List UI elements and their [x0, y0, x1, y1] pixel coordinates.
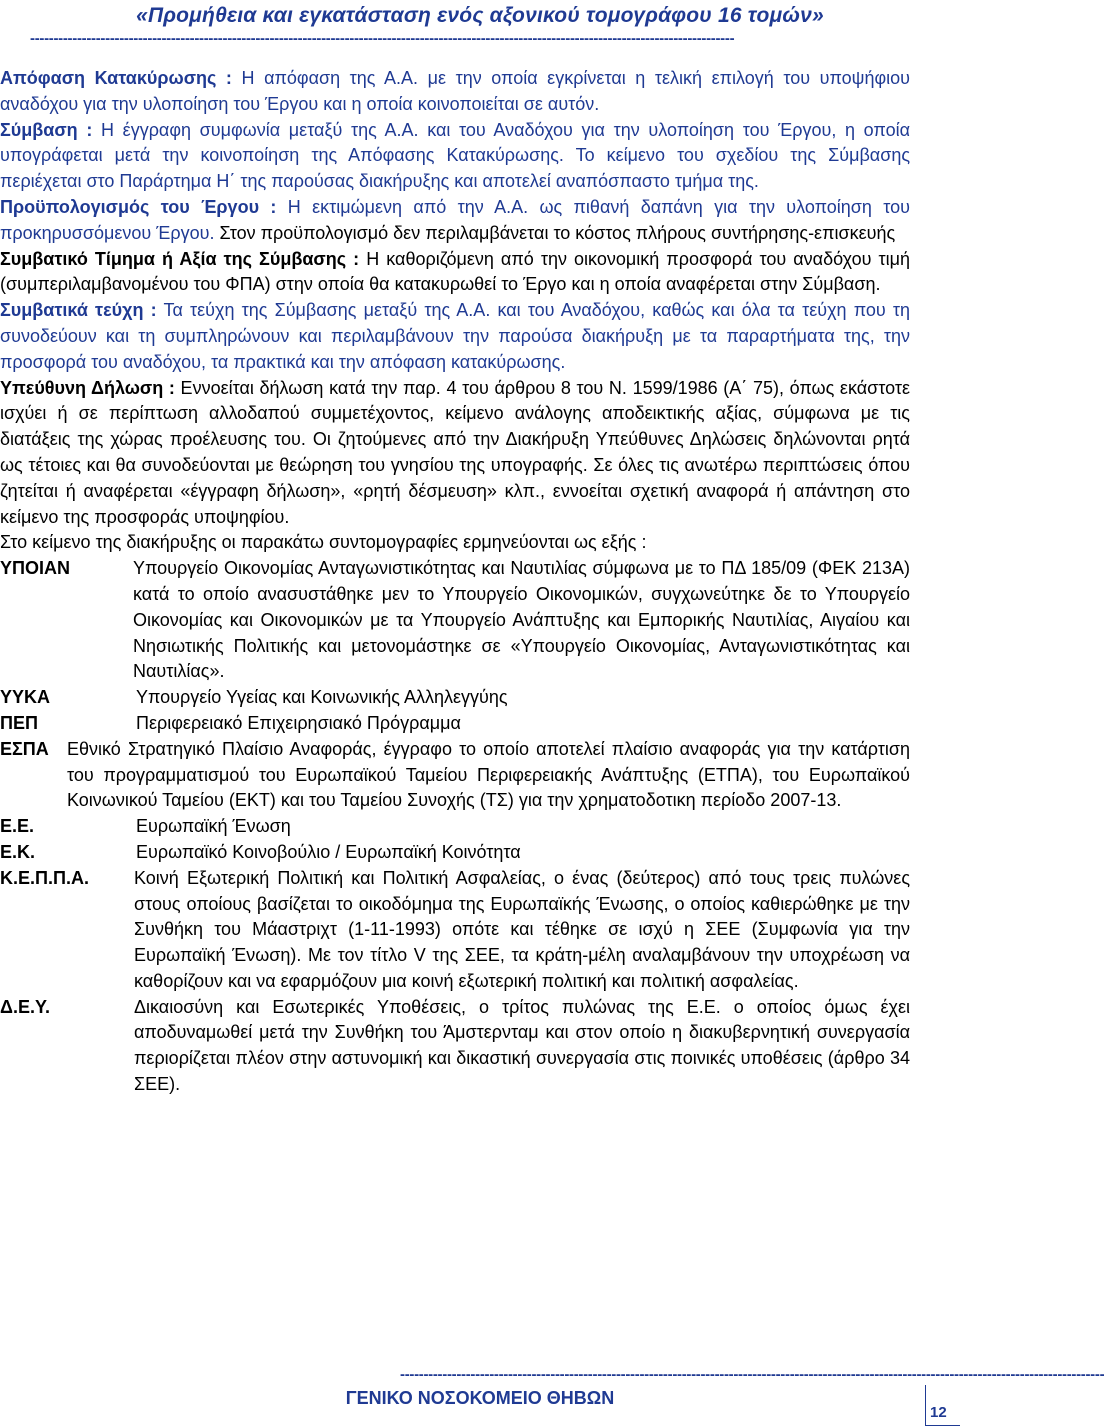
def-extra: Στον προϋπολογισμό δεν περιλαμβάνεται το κόστος πλήρους συντήρησης-επισκευής [214, 222, 896, 243]
abbr-value: Υπουργείο Οικονομίας Ανταγωνιστικότητας και Ναυτιλίας σύμφωνα με το ΠΔ 185/09 (ΦΕΚ 213Α) κατά το οποίο ανασυστάθηκε μεν το Υπουργείο Οικονομικών, συγχωνεύτηκε δε το Υπουργείο Οικονομίας και Οικονομικών με τα Υπουργείο Ανάπτυξης και Εμπορικής Ναυτιλίας, Αιγαίου και Νησιωτικής Πολιτικής και μετονομάστηκε σε «Υπουργείο Οικονομίας, Ανταγωνιστικότητας και Ναυτιλίας». [133, 558, 910, 682]
abbr-value: Ευρωπαϊκό Κοινοβούλιο / Ευρωπαϊκή Κοινότητα [136, 841, 521, 862]
abbr-key: Δ.Ε.Υ. [0, 996, 50, 1017]
abbr-row-ypoian [0, 556, 910, 685]
def-text: Εννοείται δήλωση κατά την παρ. 4 του άρθρου 8 του Ν. 1599/1986 (Α΄ 75), όπως εκάστοτε ισχύει ή σε περίπτωση αλλοδαπού συμμετέχοντος, κείμενο ανάλογης αποδεικτικής αξίας, σύμφωνα με τις διατάξεις της χώρας προέλευσης του. Οι ζητούμενες από την Διακήρυξη Υπεύθυνες Δηλώσεις δηλώνονται ρητά ως τέτοιες και θα συνοδεύονται με θεώρηση του γνησίου της υπογραφής. Σε όλες τις ανωτέρω περιπτώσεις όπου ζητείται ή αναφέρεται «έγγραφη δήλωση», «ρητή δέσμευση» κλπ., εννοείται σχετική αναφορά ή απάντηση στο κείμενο της προσφοράς υποψηφίου. [0, 377, 910, 527]
footer-title: ΓΕΝΙΚΟ ΝΟΣΟΚΟΜΕΙΟ ΘΗΒΩΝ [345, 1388, 615, 1408]
abbr-key: Κ.Ε.Π.Π.Α. [0, 867, 90, 888]
def-text: Η απόφαση της Α.Α. με την οποία εγκρίνεται η τελική επιλογή του υποψήφιου αναδόχου για την υλοποίηση του Έργου και η οποία κοινοποιείται σε αυτόν. [0, 68, 910, 114]
abbr-value: Ευρωπαϊκή Ένωση [136, 816, 291, 837]
def-teuxi [0, 298, 910, 375]
def-ypeythyni [0, 376, 910, 531]
abbr-row-pep [0, 711, 910, 737]
abbr-value: Περιφερειακό Επιχειρησιακό Πρόγραμμα [136, 712, 461, 733]
def-term: Συμβατικό Τίμημα ή Αξία της Σύμβασης : [0, 248, 360, 269]
header-separator: ------------------------------------------------------------------------------------------------------------------------------------------------------ [30, 30, 735, 47]
def-term: Σύμβαση : [0, 119, 93, 140]
def-text: Τα τεύχη της Σύμβασης μεταξύ της Α.Α. και του Αναδόχου, καθώς και όλα τα τεύχη που τη συνοδεύουν και τη συμπληρώνουν και περιλαμβάνουν την παρούσα διακήρυξη με τα παραρτήματα της, την προσφορά του αναδόχου, τα πρακτικά και την απόφαση κατακύρωσης. [0, 300, 910, 372]
abbr-key: Ε.Ε. [0, 816, 35, 837]
def-apofasi [0, 66, 910, 118]
abbr-value: Κοινή Εξωτερική Πολιτική και Πολιτική Ασφαλείας, ο ένας (δεύτερος) από τους τρεις πυλώνες στους οποίους βασίζεται το οικοδόμημα της Ευρωπαϊκής Ένωσης, ο οποίος καθιερώθηκε με την Συνθήκη του Μάαστριχτ (1-11-1993) οπότε και τέθηκε σε ισχύ η ΣΕΕ (Συμφωνία για την Ευρωπαϊκή Ένωση). Με τον τίτλο V της ΣΕΕ, τα κράτη-μέλη αναλαμβάνουν την υποχρέωση να καθορίζουν και να εφαρμόζουν μια κοινή εξωτερική πολιτική και πολιτική ασφαλείας. [134, 867, 910, 991]
abbr-row-ee [0, 814, 910, 840]
abbr-row-dey [0, 995, 910, 1098]
def-proypologismos [0, 195, 910, 247]
abbr-key: Ε.Κ. [0, 841, 36, 862]
abbr-value: Εθνικό Στρατηγικό Πλαίσιο Αναφοράς, έγγραφο το οποίο αποτελεί πλαίσιο αναφοράς για την κατάρτιση του προγραμματισμού του Ευρωπαϊκού Ταμείου Περιφερειακής Ανάπτυξης (ΕΤΠΑ), του Ευρωπαϊκού Κοινωνικού Ταμείου (ΕΚΤ) και του Ταμείου Συνοχής (ΤΣ) για την χρηματοδοτικη περίοδο 2007-13. [67, 738, 910, 811]
abbr-key: ΥΠΟΙΑΝ [0, 558, 71, 579]
abbr-value: Δικαιοσύνη και Εσωτερικές Υποθέσεις, ο τρίτος πυλώνας της Ε.Ε. ο οποίος όμως έχει αποδυναμωθεί μετά την Συνθήκη του Άμστερνταμ και στον οποίο η διακυβερνητική συνεργασία περιορίζεται πλέον στην αστυνομική και δικαστική συνεργασία στις ποινικές υποθέσεις (άρθρο 34 ΣΕΕ). [134, 996, 910, 1095]
abbr-row-keppa [0, 866, 910, 995]
abbr-row-yyka [0, 685, 910, 711]
def-term: Συμβατικά τεύχη : [0, 300, 157, 321]
abbr-value: Υπουργείο Υγείας και Κοινωνικής Αλληλεγγύης [136, 687, 508, 708]
document-body [0, 66, 910, 1098]
def-term: Υπεύθυνη Δήλωση : [0, 377, 175, 398]
def-symvasi [0, 118, 910, 195]
def-text: Η εκτιμώμενη από την Α.Α. ως πιθανή δαπάνη για την υλοποίηση του προκηρυσσόμενου Έργου. [0, 196, 910, 243]
footer-separator: ------------------------------------------------------------------------------------------------------------------------------------------------------ [400, 1366, 1104, 1383]
def-text: Η καθοριζόμενη από την οικονομική προσφορά του αναδόχου τιμή (συμπεριλαμβανομένου του ΦΠΑ) στην οποία θα κατακυρωθεί το Έργο και η οποία αναφέρεται στην Σύμβαση. [0, 248, 910, 295]
def-term: Προϋπολογισμός του Έργου : [0, 196, 277, 217]
page-number: 12 [930, 1404, 947, 1421]
def-text: Η έγγραφη συμφωνία μεταξύ της Α.Α. και του Αναδόχου για την υλοποίηση του Έργου, η οποία υπογράφεται μετά την κοινοποίηση της Απόφασης Κατακύρωσης. Το κείμενο του σχεδίου της Σύμβασης περιέχεται στο Παράρτημα Η΄ της παρούσας διακήρυξης και αποτελεί αναπόσπαστο τμήμα της. [0, 119, 910, 192]
page-number-border-vertical [925, 1385, 926, 1425]
abbr-key: ΥΥΚΑ [0, 687, 51, 708]
def-term: Απόφαση Κατακύρωσης : [0, 68, 232, 88]
abbr-key: ΠΕΠ [0, 712, 39, 733]
def-timima [0, 247, 910, 299]
abbr-row-ek [0, 840, 910, 866]
abbr-key: ΕΣΠΑ [0, 738, 49, 759]
abbreviations-intro: Στο κείμενο της διακήρυξης οι παρακάτω συντομογραφίες ερμηνεύονται ως εξής : [0, 532, 647, 553]
abbr-row-espa [0, 737, 910, 814]
page-header-title: «Προμήθεια και εγκατάσταση ενός αξονικού τομογράφου 16 τομών» [136, 4, 824, 27]
